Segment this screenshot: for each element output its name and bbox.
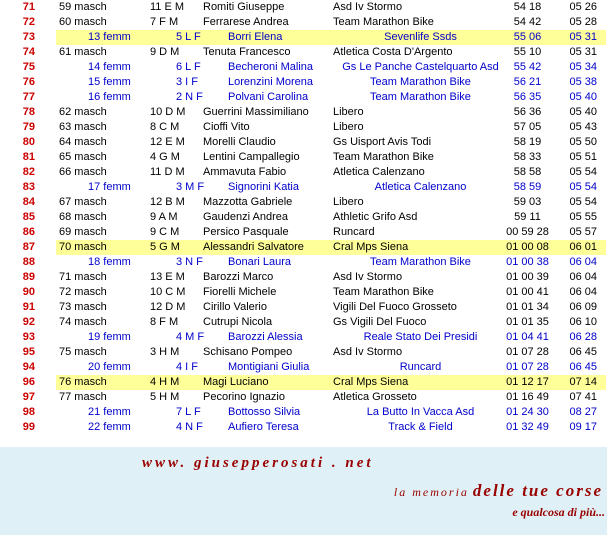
position-cell: 86 bbox=[22, 226, 35, 238]
finish-time-cell: 01 00 41 bbox=[506, 286, 549, 298]
athlete-name-cell: Barozzi Marco bbox=[203, 271, 274, 283]
position-cell: 96 bbox=[22, 376, 35, 388]
pace-cell: 06 04 bbox=[569, 286, 597, 298]
category-cell: 19 femm bbox=[88, 331, 131, 343]
table-row bbox=[0, 15, 607, 30]
finish-time-cell: 01 16 49 bbox=[506, 391, 549, 403]
team-cell: Atletica Costa D'Argento bbox=[333, 46, 453, 58]
table-row bbox=[0, 150, 607, 165]
tagline-part1: la memoria bbox=[393, 485, 469, 499]
finish-time-cell: 01 07 28 bbox=[506, 361, 549, 373]
athlete-name-cell: Cirillo Valerio bbox=[203, 301, 267, 313]
athlete-name-cell: Schisano Pompeo bbox=[203, 346, 293, 358]
site-footer bbox=[0, 447, 607, 535]
category-cell: 65 masch bbox=[59, 151, 107, 163]
finish-time-cell: 58 19 bbox=[513, 136, 542, 148]
finish-time-cell: 01 00 08 bbox=[506, 241, 549, 253]
pace-cell: 06 04 bbox=[569, 256, 597, 268]
athlete-name-cell: Barozzi Alessia bbox=[228, 331, 303, 343]
finish-time-cell: 54 42 bbox=[513, 16, 542, 28]
team-cell: Reale Stato Dei Presidi bbox=[363, 331, 478, 343]
position-cell: 81 bbox=[22, 151, 35, 163]
finish-time-cell: 54 18 bbox=[513, 1, 542, 13]
category-cell: 16 femm bbox=[88, 91, 131, 103]
athlete-name-cell: Ferrarese Andrea bbox=[203, 16, 289, 28]
position-cell: 73 bbox=[22, 31, 35, 43]
team-cell: Cral Mps Siena bbox=[333, 241, 409, 253]
team-cell: Gs Le Panche Castelquarto Asd bbox=[342, 61, 499, 73]
finish-time-cell: 00 59 28 bbox=[506, 226, 549, 238]
class-rank-cell: 5 L F bbox=[176, 31, 201, 43]
athlete-name-cell: Signorini Katia bbox=[228, 181, 299, 193]
team-cell: Atletica Grosseto bbox=[333, 391, 417, 403]
finish-time-cell: 01 07 28 bbox=[506, 346, 549, 358]
team-cell: La Butto In Vacca Asd bbox=[366, 406, 475, 418]
category-cell: 68 masch bbox=[59, 211, 107, 223]
finish-time-cell: 01 32 49 bbox=[506, 421, 549, 433]
team-cell: Team Marathon Bike bbox=[333, 16, 434, 28]
athlete-name-cell: Mazzotta Gabriele bbox=[203, 196, 293, 208]
category-cell: 17 femm bbox=[88, 181, 131, 193]
finish-time-cell: 56 36 bbox=[513, 106, 542, 118]
category-cell: 70 masch bbox=[59, 241, 107, 253]
class-rank-cell: 12 B M bbox=[150, 196, 185, 208]
table-row bbox=[0, 30, 607, 45]
position-cell: 78 bbox=[22, 106, 35, 118]
team-cell: Team Marathon Bike bbox=[370, 256, 471, 268]
athlete-name-cell: Cioffi Vito bbox=[203, 121, 250, 133]
position-cell: 80 bbox=[22, 136, 35, 148]
table-row bbox=[0, 165, 607, 180]
category-cell: 77 masch bbox=[59, 391, 107, 403]
finish-time-cell: 58 59 bbox=[513, 181, 542, 193]
finish-time-cell: 58 58 bbox=[513, 166, 542, 178]
position-cell: 90 bbox=[22, 286, 35, 298]
category-cell: 61 masch bbox=[59, 46, 107, 58]
pace-cell: 05 55 bbox=[569, 211, 597, 223]
athlete-name-cell: Fiorelli Michele bbox=[203, 286, 277, 298]
class-rank-cell: 11 E M bbox=[150, 1, 185, 13]
table-row bbox=[0, 390, 607, 405]
team-cell: Track & Field bbox=[388, 421, 453, 433]
class-rank-cell: 12 E M bbox=[150, 136, 185, 148]
team-cell: Runcard bbox=[333, 226, 375, 238]
team-cell: Team Marathon Bike bbox=[333, 286, 434, 298]
category-cell: 59 masch bbox=[59, 1, 107, 13]
table-row bbox=[0, 255, 607, 270]
table-row bbox=[0, 420, 607, 435]
site-url[interactable]: www. giusepperosati . net bbox=[142, 455, 374, 471]
position-cell: 98 bbox=[22, 406, 35, 418]
finish-time-cell: 59 03 bbox=[513, 196, 542, 208]
finish-time-cell: 01 24 30 bbox=[506, 406, 549, 418]
table-row bbox=[0, 180, 607, 195]
class-rank-cell: 8 C M bbox=[150, 121, 180, 133]
class-rank-cell: 4 H M bbox=[150, 376, 180, 388]
team-cell: Gs Uisport Avis Todi bbox=[333, 136, 432, 148]
tagline bbox=[394, 481, 603, 501]
class-rank-cell: 4 M F bbox=[176, 331, 205, 343]
table-row bbox=[0, 105, 607, 120]
team-cell: Runcard bbox=[399, 361, 442, 373]
pace-cell: 05 40 bbox=[569, 91, 597, 103]
athlete-name-cell: Bonari Laura bbox=[228, 256, 291, 268]
category-cell: 18 femm bbox=[88, 256, 131, 268]
pace-cell: 06 09 bbox=[569, 301, 597, 313]
position-cell: 97 bbox=[22, 391, 35, 403]
team-cell: Cral Mps Siena bbox=[333, 376, 409, 388]
table-row bbox=[0, 345, 607, 360]
table-row bbox=[0, 405, 607, 420]
table-row bbox=[0, 360, 607, 375]
class-rank-cell: 9 C M bbox=[150, 226, 180, 238]
class-rank-cell: 13 E M bbox=[150, 271, 185, 283]
table-row bbox=[0, 45, 607, 60]
team-cell: Atletica Calenzano bbox=[333, 166, 425, 178]
athlete-name-cell: Bottosso Silvia bbox=[228, 406, 301, 418]
team-cell: Asd Iv Stormo bbox=[333, 346, 403, 358]
table-row bbox=[0, 135, 607, 150]
table-row bbox=[0, 210, 607, 225]
finish-time-cell: 01 01 34 bbox=[506, 301, 549, 313]
table-row bbox=[0, 225, 607, 240]
pace-cell: 07 14 bbox=[569, 376, 597, 388]
pace-cell: 05 50 bbox=[569, 136, 597, 148]
category-cell: 22 femm bbox=[88, 421, 131, 433]
team-cell: Team Marathon Bike bbox=[370, 91, 471, 103]
pace-cell: 05 34 bbox=[569, 61, 597, 73]
table-row bbox=[0, 195, 607, 210]
table-row bbox=[0, 0, 607, 15]
athlete-name-cell: Lorenzini Morena bbox=[228, 76, 313, 88]
pace-cell: 05 54 bbox=[569, 196, 597, 208]
position-cell: 74 bbox=[22, 46, 35, 58]
category-cell: 63 masch bbox=[59, 121, 107, 133]
table-row bbox=[0, 240, 607, 255]
finish-time-cell: 57 05 bbox=[513, 121, 542, 133]
position-cell: 79 bbox=[22, 121, 35, 133]
table-row bbox=[0, 75, 607, 90]
pace-cell: 05 26 bbox=[569, 1, 597, 13]
pace-cell: 05 54 bbox=[569, 181, 597, 193]
category-cell: 62 masch bbox=[59, 106, 107, 118]
category-cell: 72 masch bbox=[59, 286, 107, 298]
finish-time-cell: 55 06 bbox=[513, 31, 542, 43]
position-cell: 87 bbox=[22, 241, 35, 253]
athlete-name-cell: Persico Pasquale bbox=[203, 226, 289, 238]
athlete-name-cell: Montigiani Giulia bbox=[228, 361, 310, 373]
position-cell: 83 bbox=[22, 181, 35, 193]
team-cell: Libero bbox=[333, 121, 364, 133]
team-cell: Gs Vigili Del Fuoco bbox=[333, 316, 427, 328]
team-cell: Libero bbox=[333, 106, 364, 118]
position-cell: 94 bbox=[22, 361, 35, 373]
finish-time-cell: 56 21 bbox=[513, 76, 542, 88]
position-cell: 92 bbox=[22, 316, 35, 328]
position-cell: 82 bbox=[22, 166, 35, 178]
pace-cell: 07 41 bbox=[569, 391, 597, 403]
athlete-name-cell: Alessandri Salvatore bbox=[203, 241, 304, 253]
pace-cell: 06 45 bbox=[569, 361, 597, 373]
position-cell: 75 bbox=[22, 61, 35, 73]
finish-time-cell: 55 42 bbox=[513, 61, 542, 73]
athlete-name-cell: Tenuta Francesco bbox=[203, 46, 291, 58]
position-cell: 88 bbox=[22, 256, 35, 268]
table-row bbox=[0, 60, 607, 75]
finish-time-cell: 58 33 bbox=[513, 151, 542, 163]
team-cell: Libero bbox=[333, 196, 364, 208]
finish-time-cell: 59 11 bbox=[514, 211, 541, 223]
class-rank-cell: 3 I F bbox=[176, 76, 199, 88]
class-rank-cell: 7 F M bbox=[150, 16, 179, 28]
finish-time-cell: 01 00 39 bbox=[506, 271, 549, 283]
position-cell: 89 bbox=[22, 271, 35, 283]
athlete-name-cell: Becheroni Malina bbox=[228, 61, 313, 73]
class-rank-cell: 5 H M bbox=[150, 391, 180, 403]
category-cell: 73 masch bbox=[59, 301, 107, 313]
athlete-name-cell: Ammavuta Fabio bbox=[203, 166, 287, 178]
class-rank-cell: 6 L F bbox=[176, 61, 201, 73]
team-cell: Team Marathon Bike bbox=[333, 151, 434, 163]
pace-cell: 05 54 bbox=[569, 166, 597, 178]
position-cell: 84 bbox=[22, 196, 35, 208]
position-cell: 93 bbox=[22, 331, 35, 343]
pace-cell: 05 57 bbox=[569, 226, 597, 238]
class-rank-cell: 4 I F bbox=[176, 361, 199, 373]
category-cell: 60 masch bbox=[59, 16, 107, 28]
team-cell: Asd Iv Stormo bbox=[333, 271, 403, 283]
category-cell: 20 femm bbox=[88, 361, 131, 373]
category-cell: 66 masch bbox=[59, 166, 107, 178]
team-cell: Sevenlife Ssds bbox=[384, 31, 457, 43]
class-rank-cell: 2 N F bbox=[176, 91, 203, 103]
class-rank-cell: 10 C M bbox=[150, 286, 186, 298]
class-rank-cell: 3 N F bbox=[176, 256, 203, 268]
athlete-name-cell: Pecorino Ignazio bbox=[203, 391, 285, 403]
category-cell: 64 masch bbox=[59, 136, 107, 148]
athlete-name-cell: Romiti Giuseppe bbox=[203, 1, 285, 13]
pace-cell: 05 31 bbox=[569, 31, 597, 43]
athlete-name-cell: Borri Elena bbox=[228, 31, 283, 43]
pace-cell: 05 38 bbox=[569, 76, 597, 88]
finish-time-cell: 01 04 41 bbox=[506, 331, 549, 343]
class-rank-cell: 11 D M bbox=[150, 166, 185, 178]
tagline-part2: delle tue corse bbox=[472, 481, 603, 500]
pace-cell: 06 04 bbox=[569, 271, 597, 283]
team-cell: Asd Iv Stormo bbox=[333, 1, 403, 13]
class-rank-cell: 8 F M bbox=[150, 316, 179, 328]
athlete-name-cell: Guerrini Massimiliano bbox=[203, 106, 309, 118]
class-rank-cell: 10 D M bbox=[150, 106, 186, 118]
class-rank-cell: 3 H M bbox=[150, 346, 180, 358]
table-row bbox=[0, 315, 607, 330]
class-rank-cell: 4 G M bbox=[150, 151, 180, 163]
pace-cell: 06 28 bbox=[569, 331, 597, 343]
category-cell: 74 masch bbox=[59, 316, 107, 328]
pace-cell: 05 51 bbox=[569, 151, 597, 163]
athlete-name-cell: Morelli Claudio bbox=[203, 136, 276, 148]
position-cell: 85 bbox=[22, 211, 35, 223]
finish-time-cell: 01 01 35 bbox=[506, 316, 549, 328]
position-cell: 91 bbox=[22, 301, 35, 313]
finish-time-cell: 56 35 bbox=[513, 91, 542, 103]
position-cell: 72 bbox=[22, 16, 35, 28]
position-cell: 71 bbox=[22, 1, 35, 13]
finish-time-cell: 55 10 bbox=[513, 46, 542, 58]
table-row bbox=[0, 90, 607, 105]
category-cell: 21 femm bbox=[88, 406, 131, 418]
pace-cell: 06 45 bbox=[569, 346, 597, 358]
finish-time-cell: 01 00 38 bbox=[506, 256, 549, 268]
tagline-secondary: e qualcosa di più... bbox=[512, 505, 605, 519]
table-row bbox=[0, 375, 607, 390]
class-rank-cell: 3 M F bbox=[176, 181, 205, 193]
class-rank-cell: 12 D M bbox=[150, 301, 186, 313]
athlete-name-cell: Polvani Carolina bbox=[228, 91, 309, 103]
class-rank-cell: 5 G M bbox=[150, 241, 180, 253]
position-cell: 77 bbox=[22, 91, 35, 103]
team-cell: Athletic Grifo Asd bbox=[333, 211, 418, 223]
category-cell: 13 femm bbox=[88, 31, 131, 43]
pace-cell: 09 17 bbox=[569, 421, 597, 433]
team-cell: Team Marathon Bike bbox=[370, 76, 471, 88]
athlete-name-cell: Magi Luciano bbox=[203, 376, 269, 388]
class-rank-cell: 9 A M bbox=[150, 211, 178, 223]
category-cell: 76 masch bbox=[59, 376, 107, 388]
category-cell: 69 masch bbox=[59, 226, 107, 238]
pace-cell: 06 10 bbox=[569, 316, 597, 328]
pace-cell: 08 27 bbox=[569, 406, 597, 418]
category-cell: 67 masch bbox=[59, 196, 107, 208]
team-cell: Atletica Calenzano bbox=[374, 181, 467, 193]
athlete-name-cell: Cutrupi Nicola bbox=[203, 316, 273, 328]
category-cell: 75 masch bbox=[59, 346, 107, 358]
category-cell: 71 masch bbox=[59, 271, 107, 283]
table-row bbox=[0, 270, 607, 285]
finish-time-cell: 01 12 17 bbox=[506, 376, 549, 388]
pace-cell: 06 01 bbox=[569, 241, 597, 253]
pace-cell: 05 43 bbox=[569, 121, 597, 133]
position-cell: 99 bbox=[22, 421, 35, 433]
athlete-name-cell: Lentini Campallegio bbox=[203, 151, 300, 163]
class-rank-cell: 4 N F bbox=[176, 421, 203, 433]
athlete-name-cell: Aufiero Teresa bbox=[228, 421, 299, 433]
class-rank-cell: 9 D M bbox=[150, 46, 180, 58]
position-cell: 95 bbox=[22, 346, 35, 358]
pace-cell: 05 31 bbox=[569, 46, 597, 58]
pace-cell: 05 28 bbox=[569, 16, 597, 28]
category-cell: 15 femm bbox=[88, 76, 131, 88]
athlete-name-cell: Gaudenzi Andrea bbox=[203, 211, 289, 223]
table-row bbox=[0, 120, 607, 135]
team-cell: Vigili Del Fuoco Grosseto bbox=[333, 301, 457, 313]
table-row bbox=[0, 285, 607, 300]
class-rank-cell: 7 L F bbox=[176, 406, 201, 418]
position-cell: 76 bbox=[22, 76, 35, 88]
pace-cell: 05 40 bbox=[569, 106, 597, 118]
table-row bbox=[0, 300, 607, 315]
category-cell: 14 femm bbox=[88, 61, 131, 73]
table-row bbox=[0, 330, 607, 345]
